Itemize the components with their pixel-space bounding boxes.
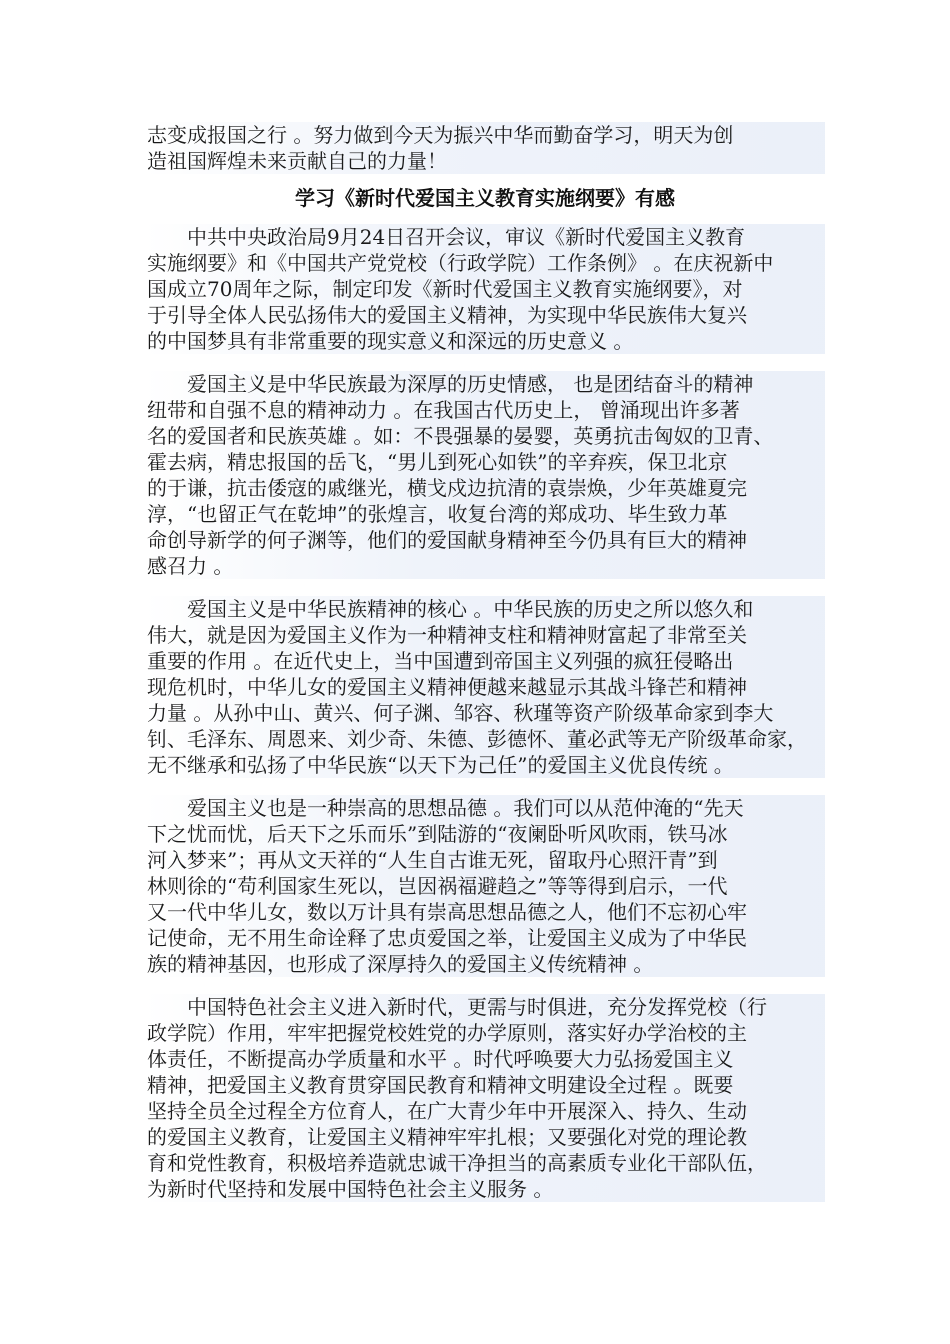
- text-line: 族的精神基因，也形成了深厚持久的爱国主义传统精神 。: [145, 951, 825, 977]
- text-line: 霍去病，精忠报国的岳飞，“男儿到死心如铁”的辛弃疾，保卫北京: [145, 449, 825, 475]
- text-line: 的中国梦具有非常重要的现实意义和深远的历史意义 。: [145, 328, 825, 354]
- text-line: 重要的作用 。在近代史上，当中国遭到帝国主义列强的疯狂侵略出: [145, 648, 825, 674]
- text-line: 下之忧而忧，后天下之乐而乐”到陆游的“夜阑卧听风吹雨，铁马冰: [145, 821, 825, 847]
- text-line: 造祖国辉煌未来贡献自己的力量！: [145, 148, 825, 174]
- text-line: 力量 。从孙中山、黄兴、何子渊、邹容、秋瑾等资产阶级革命家到李大: [145, 700, 825, 726]
- text-line: 河入梦来”；再从文天祥的“人生自古谁无死，留取丹心照汗青”到: [145, 847, 825, 873]
- document-body: [145, 122, 825, 1219]
- text-line: 为新时代坚持和发展中国特色社会主义服务 。: [145, 1176, 825, 1202]
- text-line: 志变成报国之行 。努力做到今天为振兴中华而勤奋学习，明天为创: [145, 122, 825, 148]
- text-line: 伟大，就是因为爱国主义作为一种精神支柱和精神财富起了非常至关: [145, 622, 825, 648]
- text-line: 的于谦，抗击倭寇的戚继光，横戈戍边抗清的袁崇焕，少年英雄夏完: [145, 475, 825, 501]
- text-line: 钊、毛泽东、周恩来、刘少奇、朱德、彭德怀、董必武等无产阶级革命家，: [145, 726, 825, 752]
- text-line: 国成立70周年之际，制定印发《新时代爱国主义教育实施纲要》，对: [145, 276, 825, 302]
- text-line: 名的爱国者和民族英雄 。如：不畏强暴的晏婴，英勇抗击匈奴的卫青、: [145, 423, 825, 449]
- text-line: 精神，把爱国主义教育贯穿国民教育和精神文明建设全过程 。既要: [145, 1072, 825, 1098]
- paragraph-4: [145, 795, 825, 977]
- text-line: 纽带和自强不息的精神动力 。在我国古代历史上， 曾涌现出许多著: [145, 397, 825, 423]
- text-line: 育和党性教育，积极培养造就忠诚干净担当的高素质专业化干部队伍，: [145, 1150, 825, 1176]
- paragraph-3: [145, 596, 825, 778]
- text-line: 中共中央政治局9月24日召开会议，审议《新时代爱国主义教育: [145, 224, 825, 250]
- text-line: 的爱国主义教育，让爱国主义精神牢牢扎根；又要强化对党的理论教: [145, 1124, 825, 1150]
- text-line: 现危机时，中华儿女的爱国主义精神便越来越显示其战斗锋芒和精神: [145, 674, 825, 700]
- paragraph-5: [145, 994, 825, 1202]
- text-line: 中国特色社会主义进入新时代，更需与时俱进，充分发挥党校（行: [145, 994, 825, 1020]
- text-line: 感召力 。: [145, 553, 825, 579]
- text-line: 爱国主义是中华民族精神的核心 。中华民族的历史之所以悠久和: [145, 596, 825, 622]
- text-line: 命创导新学的何子渊等，他们的爱国献身精神至今仍具有巨大的精神: [145, 527, 825, 553]
- text-line: 林则徐的“苟利国家生死以，岂因祸福避趋之”等等得到启示，一代: [145, 873, 825, 899]
- text-line: 政学院）作用，牢牢把握党校姓党的办学原则，落实好办学治校的主: [145, 1020, 825, 1046]
- text-line: 坚持全员全过程全方位育人，在广大青少年中开展深入、持久、生动: [145, 1098, 825, 1124]
- text-line: 淳，“也留正气在乾坤”的张煌言，收复台湾的郑成功、毕生致力革: [145, 501, 825, 527]
- paragraph-1: [145, 224, 825, 354]
- text-line: 爱国主义是中华民族最为深厚的历史情感， 也是团结奋斗的精神: [145, 371, 825, 397]
- text-line: 实施纲要》和《中国共产党党校（行政学院）工作条例》 。在庆祝新中: [145, 250, 825, 276]
- text-line: 记使命，无不用生命诠释了忠贞爱国之举，让爱国主义成为了中华民: [145, 925, 825, 951]
- text-line: 无不继承和弘扬了中华民族“以天下为己任”的爱国主义优良传统 。: [145, 752, 825, 778]
- text-line: 于引导全体人民弘扬伟大的爱国主义精神，为实现中华民族伟大复兴: [145, 302, 825, 328]
- text-line: 爱国主义也是一种崇高的思想品德 。我们可以从范仲淹的“先天: [145, 795, 825, 821]
- paragraph-2: [145, 371, 825, 579]
- text-line: 体责任，不断提高办学质量和水平 。时代呼唤要大力弘扬爱国主义: [145, 1046, 825, 1072]
- text-line: 又一代中华儿女，数以万计具有崇高思想品德之人，他们不忘初心牢: [145, 899, 825, 925]
- article-title: 学习《新时代爱国主义教育实施纲要》有感: [295, 186, 675, 210]
- intro-paragraph: [145, 122, 825, 174]
